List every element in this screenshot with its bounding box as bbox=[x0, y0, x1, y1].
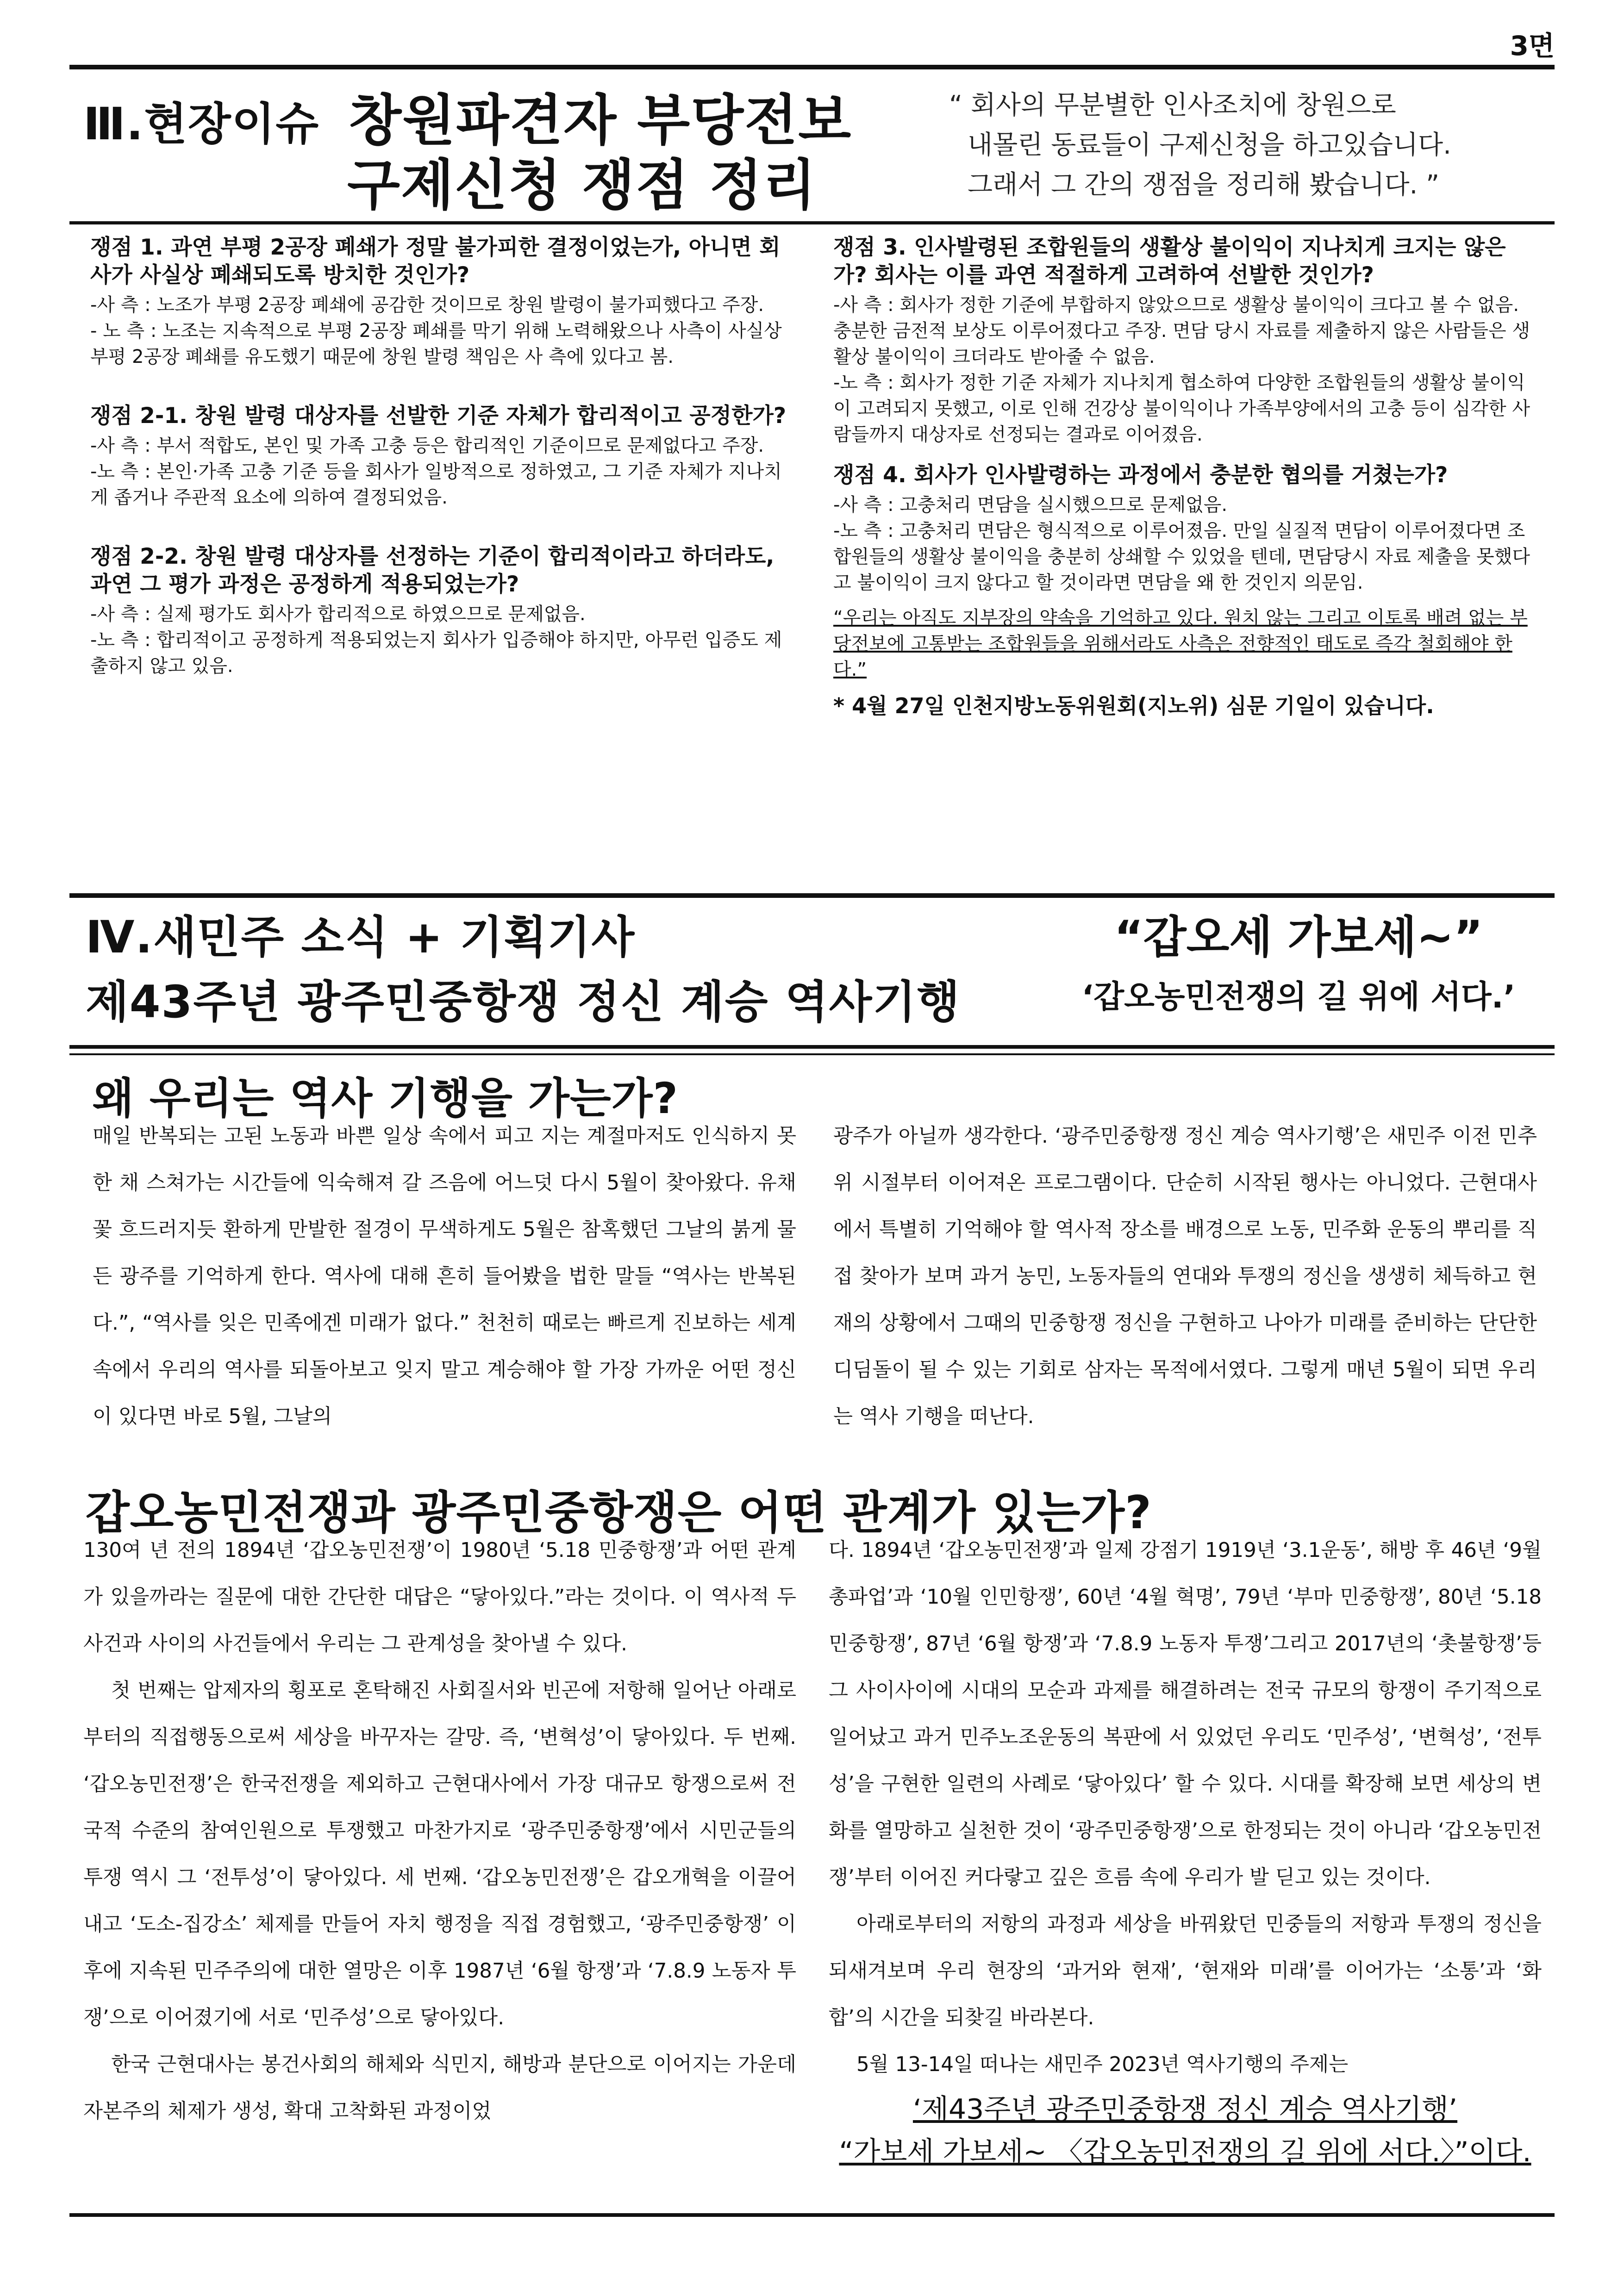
paragraph: 아래로부터의 저항의 과정과 세상을 바꿔왔던 민중들의 저항과 투쟁의 정신을 되새겨보며 우리 현장의 ‘과거와 현재’, ‘현재와 미래’를 이어가는 ‘소통’과 ‘화합’의 시간을 되찾길 바라본다. bbox=[829, 1913, 1542, 2029]
issue-block bbox=[90, 234, 794, 370]
company-position: -사 측 : 노조가 부평 2공장 폐쇄에 공감한 것이므로 창원 발령이 불가피했다고 주장. bbox=[90, 294, 764, 316]
union-demand: “우리는 아직도 지부장의 약속을 기억하고 있다. 원치 않는 그리고 이토록 배려 없는 부당전보에 고통받는 조합원들을 위해서라도 사측은 전향적인 태도로 즉각 철회해야 한다.” bbox=[833, 607, 1528, 680]
tour-theme-line2: “가보세 가보세~ 〈갑오농민전쟁의 길 위에 서다.〉”이다. bbox=[839, 2136, 1531, 2168]
slogan: “갑오세 가보세~” bbox=[1114, 911, 1483, 963]
paragraph: 한국 근현대사는 봉건사회의 해체와 식민지, 해방과 분단으로 이어지는 가운데 자본주의 체제가 생성, 확대 고착화된 과정이었 bbox=[83, 2053, 796, 2123]
paragraph: 130여 년 전의 1894년 ‘갑오농민전쟁’이 1980년 ‘5.18 민중항쟁’과 어떤 관계가 있을까라는 질문에 대한 간단한 대답은 “닿아있다.”라는 것이다. 이 역사적 두 사건과 사이의 사건들에서 우리는 그 관계성을 찾아낼 수 있다. bbox=[83, 1539, 796, 1655]
issue-block bbox=[833, 461, 1537, 596]
quote-line: “ 회사의 무분별한 인사조치에 창원으로 bbox=[949, 90, 1396, 120]
para2-right bbox=[829, 1527, 1542, 2173]
issue-title: 쟁점 3. 인사발령된 조합원들의 생활상 불이익이 지나치게 크지는 않은가? 회사는 이를 과연 적절하게 고려하여 선발한 것인가? bbox=[833, 235, 1506, 288]
section3-title bbox=[83, 88, 852, 156]
issue-title: 쟁점 2-2. 창원 발령 대상자를 선정하는 기준이 합리적이라고 하더라도, 과연 그 평가 과정은 공정하게 적용되었는가? bbox=[90, 544, 775, 597]
para2-left bbox=[83, 1527, 796, 2135]
quote-line: 내몰린 동료들이 구제신청을 하고있습니다. bbox=[968, 130, 1451, 160]
para1-right bbox=[833, 1113, 1537, 1440]
issues-left-column bbox=[90, 234, 794, 711]
section4-title-line1: Ⅳ.새민주 소식 + 기획기사 bbox=[86, 911, 636, 963]
section3-quote bbox=[949, 86, 1551, 205]
section4-rule-a bbox=[69, 1045, 1555, 1049]
union-position: -노 측 : 고충처리 면담은 형식적으로 이루어졌음. 만일 실질적 면담이 이루어졌다면 조합원들의 생활상 불이익을 충분히 상쇄할 수 있었을 텐데, 면담당시 자료 제출을 못했다고 불이익이 크지 않다고 할 것이라면 면담을 왜 한 것인지 의문임. bbox=[833, 520, 1530, 593]
para1-left bbox=[93, 1113, 796, 1440]
tour-theme-line1: ‘제43주년 광주민중항쟁 정신 계승 역사기행’ bbox=[912, 2093, 1458, 2126]
bottom-rule bbox=[69, 2213, 1555, 2217]
section4-rule-b bbox=[69, 1053, 1555, 1055]
paragraph: 첫 번째는 압제자의 횡포로 혼탁해진 사회질서와 빈곤에 저항해 일어난 아래로부터의 직접행동으로써 세상을 바꾸자는 갈망. 즉, ‘변혁성’이 닿아있다. 두 번째. ‘갑오농민전쟁’은 한국전쟁을 제외하고 근현대사에서 가장 대규모 항쟁으로써 전국적 수준의 참여인원으로 투쟁했고 마찬가지로 ‘광주민중항쟁’에서 시민군들의 투쟁 역시 그 ‘전투성’이 닿아있다. 세 번째. ‘갑오농민전쟁’은 갑오개혁을 이끌어내고 ‘도소-집강소’ 체제를 만들어 자치 행정을 직접 경험했고, ‘광주민중항쟁’ 이후에 지속된 민주주의에 대한 열망은 이후 1987년 ‘6월 항쟁’과 ‘7.8.9 노동자 투쟁’으로 이어졌기에 서로 ‘민주성’으로 닿아있다. bbox=[83, 1679, 796, 2029]
paragraph: 5월 13-14일 떠나는 새민주 2023년 역사기행의 주제는 bbox=[856, 2053, 1349, 2076]
hearing-notice: * 4월 27일 인천지방노동위원회(지노위) 심문 기일이 있습니다. bbox=[833, 693, 1434, 718]
union-position: -노 측 : 본인·가족 고충 기준 등을 회사가 일방적으로 정하였고, 그 기준 자체가 지나치게 좁거나 주관적 요소에 의하여 결정되었음. bbox=[90, 461, 782, 508]
issue-title: 쟁점 2-1. 창원 발령 대상자를 선발한 기준 자체가 합리적이고 공정한가? bbox=[90, 403, 787, 429]
slogan-subtitle: ‘갑오농민전쟁의 길 위에 서다.’ bbox=[1081, 979, 1516, 1015]
issue-block bbox=[90, 543, 794, 679]
company-position: -사 측 : 부서 적합도, 본인 및 가족 고충 등은 합리적인 기준이므로 문제없다고 주장. bbox=[90, 435, 764, 456]
issue-title: 쟁점 1. 과연 부평 2공장 폐쇄가 정말 불가피한 결정이었는가, 아니면 회사가 사실상 폐쇄되도록 방치한 것인가? bbox=[90, 235, 781, 288]
union-position: -노 측 : 합리적이고 공정하게 적용되었는지 회사가 입증해야 하지만, 아무런 입증도 제출하지 않고 있음. bbox=[90, 629, 782, 677]
paragraph: 광주가 아닐까 생각한다. ‘광주민중항쟁 정신 계승 역사기행’은 새민주 이전 민추위 시절부터 이어져온 프로그램이다. 단순히 시작된 행사는 아니었다. 근현대사에서 특별히 기억해야 할 역사적 장소를 배경으로 노동, 민주화 운동의 뿌리를 직접 찾아가 보며 과거 농민, 노동자들의 연대와 투쟁의 정신을 생생히 체득하고 현재의 상황에서 그때의 민중항쟁 정신을 구현하고 나아가 미래를 준비하는 단단한 디딤돌이 될 수 있는 기회로 삼자는 목적에서였다. 그렇게 매년 5월이 되면 우리는 역사 기행을 떠난다. bbox=[833, 1125, 1537, 1428]
section4-top-rule bbox=[69, 893, 1555, 898]
section4-title-line2: 제43주년 광주민중항쟁 정신 계승 역사기행 bbox=[86, 976, 961, 1028]
company-position: -사 측 : 고충처리 면담을 실시했으므로 문제없음. bbox=[833, 494, 1228, 516]
issue-title: 쟁점 4. 회사가 인사발령하는 과정에서 충분한 협의를 거쳤는가? bbox=[833, 462, 1448, 488]
issue-block bbox=[90, 402, 794, 510]
page-number: 3면 bbox=[1510, 30, 1555, 62]
company-position: -사 측 : 실제 평가도 회사가 합리적으로 하였으므로 문제없음. bbox=[90, 604, 586, 625]
section3-title-line1: 창원파견자 부당전보 bbox=[349, 88, 852, 152]
union-position: - 노 측 : 노조는 지속적으로 부평 2공장 폐쇄를 막기 위해 노력해왔으나 사측이 사실상 부평 2공장 폐쇄를 유도했기 때문에 창원 발령 책임은 사 측에 있다고 봄. bbox=[90, 320, 782, 367]
heading-relationship: 갑오농민전쟁과 광주민중항쟁은 어떤 관계가 있는가? bbox=[86, 1487, 1152, 1539]
section3-rule bbox=[69, 221, 1555, 224]
top-rule bbox=[69, 65, 1555, 69]
paragraph: 매일 반복되는 고된 노동과 바쁜 일상 속에서 피고 지는 계절마저도 인식하지 못한 채 스쳐가는 시간들에 익숙해져 갈 즈음에 어느덧 다시 5월이 찾아왔다. 유채꽃 흐드러지듯 환하게 만발한 절경이 무색하게도 5월은 참혹했던 그날의 붉게 물든 광주를 기억하게 한다. 역사에 대해 흔히 들어봤을 법한 말들 “역사는 반복된다.”, “역사를 잊은 민족에겐 미래가 없다.” 천천히 때로는 빠르게 진보하는 세계 속에서 우리의 역사를 되돌아보고 잊지 말고 계승해야 할 가장 가까운 어떤 정신이 있다면 바로 5월, 그날의 bbox=[93, 1125, 796, 1428]
section3-title-line2: 구제신청 쟁점 정리 bbox=[347, 153, 817, 217]
union-position: -노 측 : 회사가 정한 기준 자체가 지나치게 협소하여 다양한 조합원들의 생활상 불이익이 고려되지 못했고, 이로 인해 건강상 불이익이나 가족부양에서의 고충 등이 심각한 사람들까지 대상자로 선정되는 결과로 이어졌음. bbox=[833, 372, 1530, 445]
issues-right-column bbox=[833, 234, 1537, 722]
section3-title-prefix: Ⅲ.현장이슈 bbox=[83, 98, 320, 150]
company-position: -사 측 : 회사가 정한 기준에 부합하지 않았으므로 생활상 불이익이 크다고 볼 수 없음. 충분한 금전적 보상도 이루어졌다고 주장. 면담 당시 자료를 제출하지 않은 사람들은 생활상 불이익이 크더라도 받아줄 수 없음. bbox=[833, 294, 1530, 367]
paragraph: 다. 1894년 ‘갑오농민전쟁’과 일제 강점기 1919년 ‘3.1운동’, 해방 후 46년 ‘9월 총파업’과 ‘10월 인민항쟁’, 60년 ‘4월 혁명’, 79년 ‘부마 민중항쟁’, 80년 ‘5.18 민중항쟁’, 87년 ‘6월 항쟁’과 ‘7.8.9 노동자 투쟁’그리고 2017년의 ‘촛불항쟁’등 그 사이사이에 시대의 모순과 과제를 해결하려는 전국 규모의 항쟁이 주기적으로 일어났고 과거 민주노조운동의 복판에 서 있었던 우리도 ‘민주성’, ‘변혁성’, ‘전투성’을 구현한 일련의 사례로 ‘닿아있다’ 할 수 있다. 시대를 확장해 보면 세상의 변화를 열망하고 실천한 것이 ‘광주민중항쟁’으로 한정되는 것이 아니라 ‘갑오농민전쟁’부터 이어진 커다랗고 깊은 흐름 속에 우리가 발 딛고 있는 것이다. bbox=[829, 1539, 1542, 1889]
heading-why-history-tour: 왜 우리는 역사 기행을 가는가? bbox=[93, 1074, 678, 1123]
quote-line: 그래서 그 간의 쟁점을 정리해 봤습니다. ” bbox=[968, 170, 1440, 200]
issue-block bbox=[833, 234, 1537, 448]
